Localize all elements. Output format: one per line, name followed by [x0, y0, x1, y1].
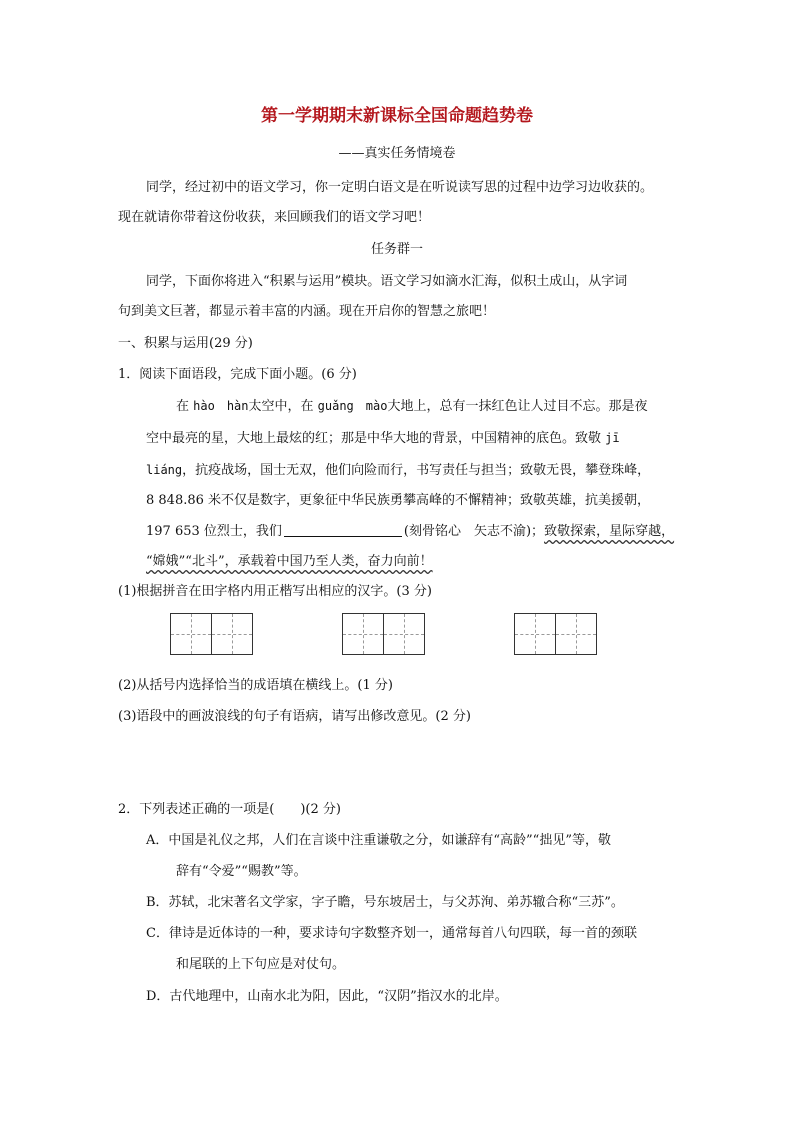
passage-line-1 — [176, 396, 647, 417]
option-a-line-2: 辞有“令爱”“赐教”等。 — [176, 864, 307, 879]
pinyin-guangmao: guǎng mào — [317, 399, 388, 413]
passage-line-4: 8 848.86 米不仅是数字，更象征中华民族勇攀高峰的不懈精神；致敬英雄，抗美援朝， — [146, 493, 651, 508]
pinyin-haohan: hào hàn — [193, 399, 249, 413]
option-a-line-1: A．中国是礼仪之邦，人们在言谈中注重谦敬之分，如谦辞有“高龄”“拙见”等，敬 — [146, 833, 611, 848]
tian-grid-group-3 — [514, 613, 596, 655]
tian-grid-cell[interactable] — [170, 613, 212, 655]
page-title: 第一学期期末新课标全国命题趋势卷 — [261, 106, 533, 126]
passage-text: 空中最亮的星，大地上最炫的红；那是中华大地的背景，中国精神的底色。致敬 — [146, 431, 606, 446]
tian-grid-cell[interactable] — [383, 613, 425, 655]
option-c-line-1: C．律诗是近体诗的一种，要求诗句字数整齐划一，通常每首八句四联，每一首的颈联 — [146, 926, 637, 941]
task-group-line-2: 句到美文巨著，都显示着丰富的内涵。现在开启你的智慧之旅吧！ — [118, 304, 496, 319]
tian-grid-cell[interactable] — [342, 613, 384, 655]
subquestion-2: (2)从括号内选择恰当的成语填在横线上。(1 分) — [118, 678, 393, 693]
intro-line-2: 现在就请你带着这份收获，来回顾我们的语文学习吧！ — [118, 210, 431, 225]
passage-line-6 — [146, 552, 433, 572]
passage-line-5 — [146, 522, 674, 542]
tian-grid-cell[interactable] — [211, 613, 253, 655]
question-1-stem: 1．阅读下面语段，完成下面小题。(6 分) — [118, 367, 357, 382]
tian-grid-group-1 — [170, 613, 252, 655]
subquestion-3: (3)语段中的画波浪线的句子有语病，请写出修改意见。(2 分) — [118, 709, 471, 724]
section-heading: 一、积累与运用(29 分) — [118, 336, 253, 351]
tian-grid-group-2 — [342, 613, 424, 655]
passage-text: 太空中，在 — [248, 399, 318, 414]
passage-text: 大地上，总有一抹红色让人过目不忘。那是夜 — [387, 399, 648, 414]
task-group-line-1: 同学，下面你将进入“积累与运用”模块。语文学习如滴水汇海，似积土成山，从字词 — [146, 274, 628, 289]
passage-line-2 — [146, 428, 620, 449]
page-subtitle: ——真实任务情境卷 — [338, 146, 456, 161]
intro-line-1: 同学，经过初中的语文学习，你一定明白语文是在听说读写思的过程中边学习边收获的。 — [146, 180, 654, 195]
option-d: D．古代地理中，山南水北为阳，因此，“汉阴”指汉水的北岸。 — [146, 989, 508, 1004]
passage-line-3 — [146, 460, 650, 481]
passage-text: 197 653 位烈士，我们 — [146, 524, 282, 539]
idiom-blank[interactable] — [284, 522, 402, 537]
passage-text: 在 — [176, 399, 194, 414]
passage-text: (刻骨铭心 矢志不渝)； — [403, 524, 545, 539]
subquestion-1: (1)根据拼音在田字格内用正楷写出相应的汉字。(3 分) — [118, 584, 432, 599]
option-b: B．苏轼，北宋著名文学家，字子瞻，号东坡居士，与父苏洵、弟苏辙合称“三苏”。 — [146, 895, 624, 910]
pinyin-jiliang-2: liáng — [146, 463, 183, 477]
task-group-heading: 任务群一 — [370, 242, 423, 257]
passage-text: ，抗疫战场，国士无双，他们向险而行，书写责任与担当；致敬无畏，攀登珠峰， — [182, 463, 651, 478]
pinyin-jiliang-1: jī — [605, 431, 620, 445]
wavy-sentence-part-2: “嫦娥”“北斗”，承载着中国乃至人类，奋力向前！ — [146, 554, 433, 569]
tian-grid-cell[interactable] — [555, 613, 597, 655]
tian-grid-cell[interactable] — [514, 613, 556, 655]
wavy-sentence-part-1: 致敬探索，星际穿越， — [544, 524, 675, 539]
question-2-stem: 2．下列表述正确的一项是( )(2 分) — [118, 802, 341, 817]
option-c-line-2: 和尾联的上下句应是对仗句。 — [176, 957, 346, 972]
